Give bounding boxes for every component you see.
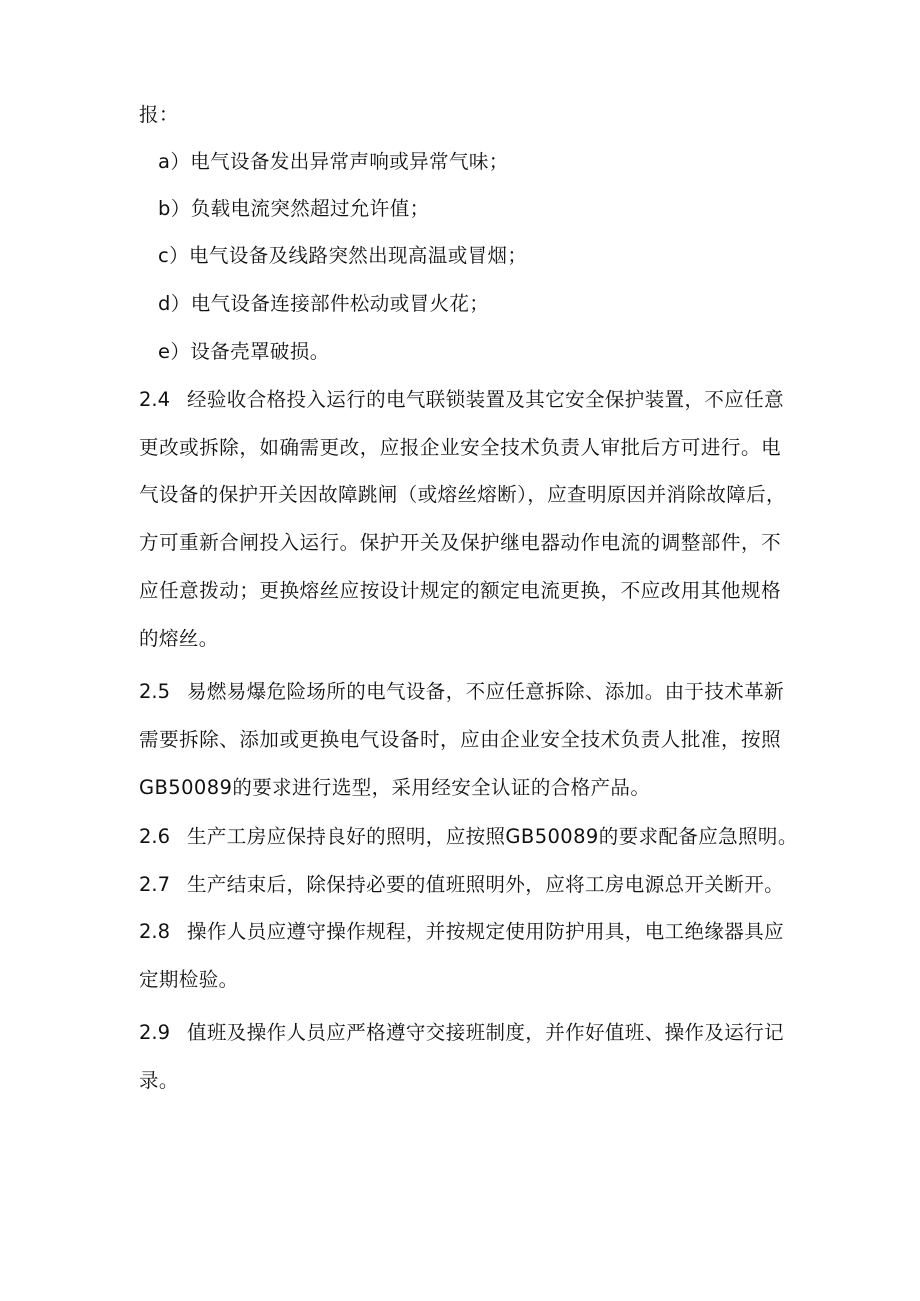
list-marker: a） [158, 150, 191, 173]
section-2-8-line-2: 定期检验。 [139, 968, 239, 991]
section-2-5-line-2: 需要拆除、添加或更换电气设备时，应由企业安全技术负责人批准，按照 [139, 728, 781, 751]
list-item-b [158, 195, 430, 223]
list-item-e [158, 338, 330, 366]
section-2-8-line-1: 操作人员应遵守操作规程，并按规定使用防护用具，电工绝缘器具应 [187, 920, 785, 943]
section-2-4-line-5: 应任意拨动；更换熔丝应按设计规定的额定电流更换，不应改用其他规格 [139, 579, 781, 602]
list-marker: b） [158, 197, 191, 220]
list-marker: c） [158, 244, 190, 267]
section-number-2-6: 2.6 [139, 825, 171, 848]
list-item-d [158, 290, 489, 318]
section-number-2-9: 2.9 [139, 1021, 171, 1044]
section-2-4-line-4: 方可重新合闸投入运行。保护开关及保护继电器动作电流的调整部件，不 [139, 531, 781, 554]
section-number-2-8: 2.8 [139, 920, 171, 943]
intro-tail: 报： [139, 103, 179, 126]
section-number-2-7: 2.7 [139, 873, 171, 896]
section-2-9-line-2: 录。 [139, 1069, 179, 1092]
list-text: 电气设备发出异常声响或异常气味； [190, 150, 509, 173]
section-2-4-line-2: 更改或拆除，如确需更改，应报企业安全技术负责人审批后方可进行。电 [139, 436, 781, 459]
section-2-4-line-1: 经验收合格投入运行的电气联锁装置及其它安全保护装置，不应任意 [187, 388, 785, 411]
list-item-a [158, 148, 509, 176]
section-2-5-line-3: GB50089的要求进行选型，采用经安全认证的合格产品。 [139, 776, 651, 799]
section-2-5-line-1: 易燃易爆危险场所的电气设备，不应任意拆除、添加。由于技术革新 [187, 680, 785, 703]
list-text: 负载电流突然超过允许值； [190, 197, 430, 220]
section-2-6-line-1: 生产工房应保持良好的照明，应按照GB50089的要求配备应急照明。 [187, 825, 798, 848]
section-2-9-line-1: 值班及操作人员应严格遵守交接班制度，并作好值班、操作及运行记 [187, 1021, 785, 1044]
section-2-4-line-3: 气设备的保护开关因故障跳闸（或熔丝熔断），应查明原因并消除故障后， [139, 483, 786, 506]
list-marker: d） [158, 292, 191, 315]
section-number-2-4: 2.4 [139, 388, 171, 411]
list-marker: e） [158, 340, 191, 363]
section-2-7-line-1: 生产结束后，除保持必要的值班照明外，应将工房电源总开关断开。 [187, 873, 785, 896]
list-text: 电气设备及线路突然出现高温或冒烟； [189, 244, 528, 267]
section-2-4-line-6: 的熔丝。 [139, 627, 219, 650]
section-number-2-5: 2.5 [139, 680, 171, 703]
list-text: 设备壳罩破损。 [190, 340, 330, 363]
list-text: 电气设备连接部件松动或冒火花； [190, 292, 490, 315]
list-item-c [158, 242, 527, 270]
